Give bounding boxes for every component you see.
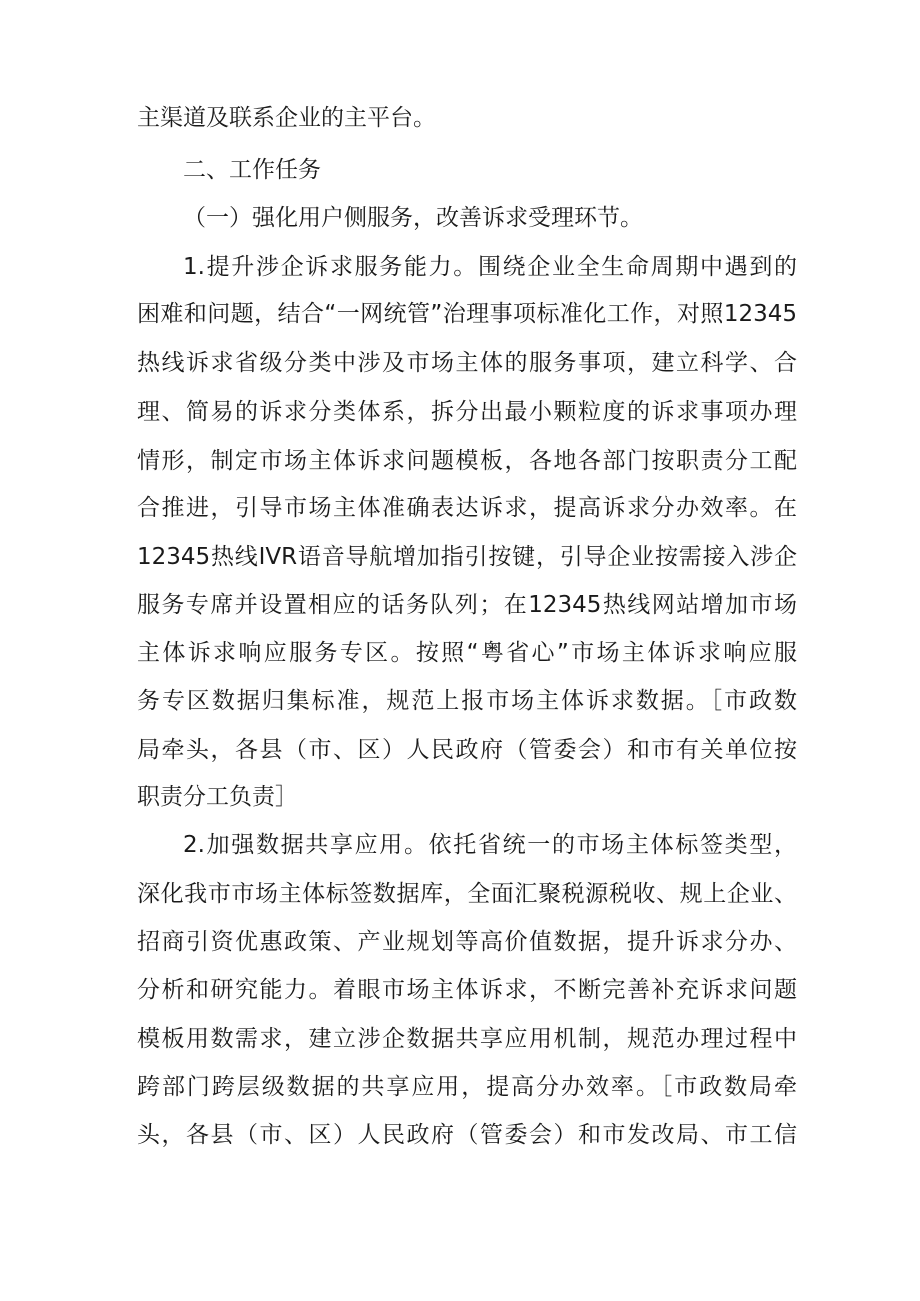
text-line: 头，各县（市、区）人民政府（管委会）和市发改局、市工信 bbox=[137, 1122, 797, 1148]
text-line: 局牵头，各县（市、区）人民政府（管委会）和市有关单位按 bbox=[137, 737, 797, 763]
text-line: 二、工作任务 bbox=[183, 157, 321, 183]
text-line: 困难和问题，结合“一网统管”治理事项标准化工作，对照12345 bbox=[137, 301, 797, 327]
text-line: 服务专席并设置相应的话务队列；在12345热线网站增加市场 bbox=[137, 592, 797, 618]
text-line: 深化我市市场主体标签数据库，全面汇聚税源税收、规上企业、 bbox=[137, 881, 797, 907]
text-line: 务专区数据归集标准，规范上报市场主体诉求数据。［市政数 bbox=[137, 688, 797, 714]
text-line: 招商引资优惠政策、产业规划等高价值数据，提升诉求分办、 bbox=[137, 929, 797, 955]
text-line: 主渠道及联系企业的主平台。 bbox=[137, 105, 436, 131]
text-line: 理、简易的诉求分类体系，拆分出最小颗粒度的诉求事项办理 bbox=[137, 399, 797, 425]
text-line: 模板用数需求，建立涉企数据共享应用机制，规范办理过程中 bbox=[137, 1026, 797, 1052]
text-line: 跨部门跨层级数据的共享应用，提高分办效率。［市政数局牵 bbox=[137, 1074, 797, 1100]
text-line: 2.加强数据共享应用。依托省统一的市场主体标签类型， bbox=[183, 832, 797, 858]
text-line: 主体诉求响应服务专区。按照“粤省心”市场主体诉求响应服 bbox=[137, 640, 797, 666]
text-line: 情形，制定市场主体诉求问题模板，各地各部门按职责分工配 bbox=[137, 448, 797, 474]
text-line: （一）强化用户侧服务，改善诉求受理环节。 bbox=[183, 205, 643, 231]
text-line: 1.提升涉企诉求服务能力。围绕企业全生命周期中遇到的 bbox=[183, 254, 797, 280]
text-line: 职责分工负责］ bbox=[137, 784, 298, 810]
text-line: 热线诉求省级分类中涉及市场主体的服务事项，建立科学、合 bbox=[137, 350, 797, 376]
text-line: 分析和研究能力。着眼市场主体诉求，不断完善补充诉求问题 bbox=[137, 977, 797, 1003]
text-line: 12345热线IVR语音导航增加指引按键，引导企业按需接入涉企 bbox=[137, 544, 797, 570]
text-line: 合推进，引导市场主体准确表达诉求，提高诉求分办效率。在 bbox=[137, 495, 797, 521]
